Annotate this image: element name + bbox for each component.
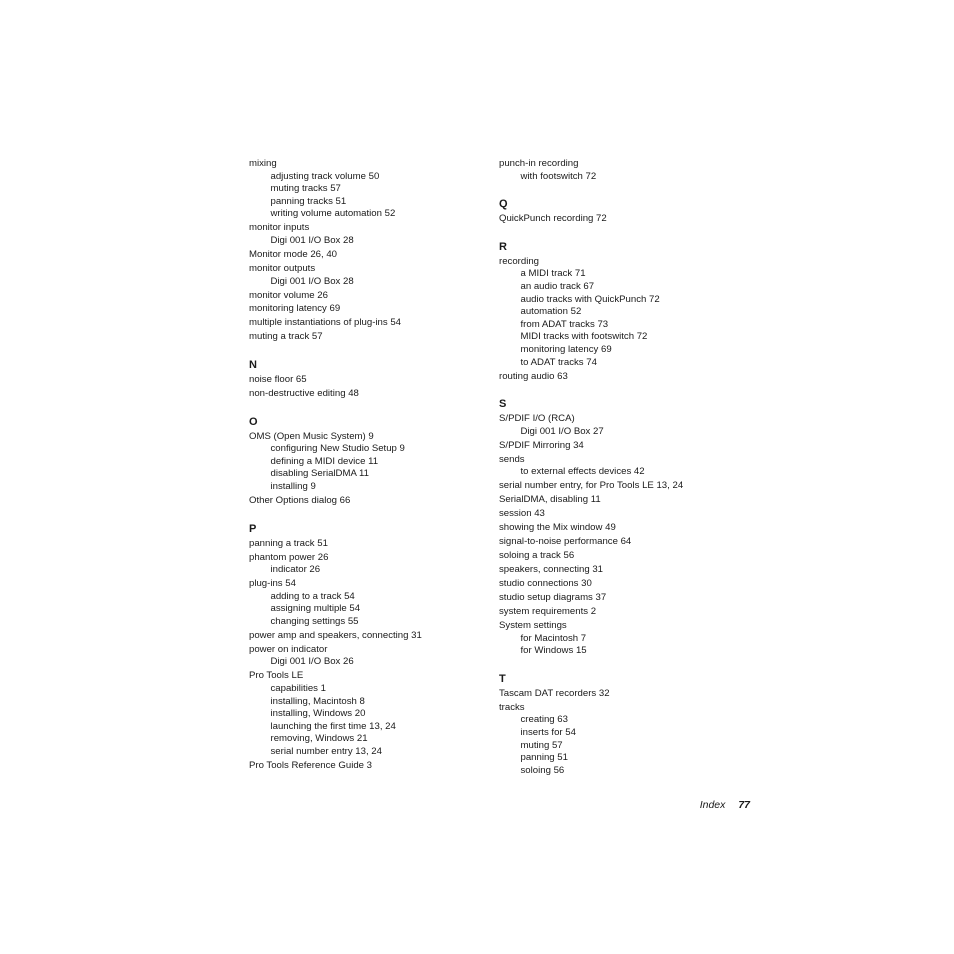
- index-term: showing the Mix window 49: [499, 522, 616, 534]
- index-term: monitor inputs: [249, 222, 310, 234]
- page-footer: [600, 799, 750, 812]
- index-term: Pro Tools LE: [249, 670, 304, 682]
- index-subentry: defining a MIDI device 11: [270, 455, 379, 467]
- index-term: power amp and speakers, connecting 31: [249, 629, 422, 641]
- section-letter-t: T: [499, 672, 506, 685]
- index-entry: [499, 454, 749, 479]
- index-subentry: serial number entry 13, 24: [270, 746, 382, 758]
- index-term: soloing a track 56: [499, 550, 575, 562]
- index-entry: [249, 317, 489, 330]
- index-entry: [249, 263, 489, 288]
- index-entry: [249, 331, 489, 344]
- index-entry: [499, 592, 749, 605]
- index-entry: [499, 522, 749, 535]
- index-entry: [249, 538, 489, 551]
- index-entry: [499, 256, 749, 369]
- index-entry: [249, 760, 489, 773]
- index-entry: [499, 480, 749, 493]
- index-subentry: a MIDI track 71: [520, 268, 586, 280]
- index-entry: [499, 578, 749, 591]
- index-subentry: Digi 001 I/O Box 28: [270, 275, 354, 287]
- section-letter-n: N: [249, 359, 257, 372]
- index-term: monitor outputs: [249, 262, 316, 274]
- index-subentry: writing volume automation 52: [270, 208, 396, 220]
- index-term: panning a track 51: [249, 537, 328, 549]
- index-subentry: to external effects devices 42: [520, 466, 645, 478]
- index-entry: [499, 494, 749, 507]
- index-entry: [249, 388, 489, 401]
- index-subentry: soloing 56: [520, 764, 565, 776]
- index-term: SerialDMA, disabling 11: [499, 494, 601, 506]
- index-entry: [249, 670, 489, 758]
- index-subentry: muting 57: [520, 739, 563, 751]
- index-term: session 43: [499, 508, 545, 520]
- index-entry: [499, 508, 749, 521]
- index-subentry: from ADAT tracks 73: [520, 318, 609, 330]
- index-subentry: removing, Windows 21: [270, 733, 368, 745]
- index-term: tracks: [499, 701, 525, 713]
- index-subentry: audio tracks with QuickPunch 72: [520, 293, 660, 305]
- index-entry: [249, 431, 489, 494]
- index-entry: [499, 213, 749, 226]
- index-subentry: MIDI tracks with footswitch 72: [520, 331, 648, 343]
- index-term: phantom power 26: [249, 551, 329, 563]
- index-term: serial number entry, for Pro Tools LE 13, 24: [499, 480, 684, 492]
- index-subentry: adjusting track volume 50: [270, 170, 380, 182]
- footer-section-label: Index: [699, 799, 726, 811]
- index-subentry: inserts for 54: [520, 727, 576, 739]
- section-letter-s: S: [499, 398, 507, 411]
- index-subentry: for Windows 15: [520, 645, 587, 657]
- index-entry: [249, 303, 489, 316]
- index-term: multiple instantiations of plug-ins 54: [249, 317, 401, 329]
- index-entry: [249, 630, 489, 643]
- index-term: sends: [499, 453, 525, 465]
- index-entry: [249, 222, 489, 247]
- index-term: Other Options dialog 66: [249, 494, 351, 506]
- index-entry: [249, 552, 489, 577]
- index-term: plug-ins 54: [249, 578, 296, 590]
- index-term: mixing: [249, 158, 277, 169]
- index-term: recording: [499, 255, 539, 267]
- index-subentry: configuring New Studio Setup 9: [270, 443, 405, 455]
- index-entry: [499, 606, 749, 619]
- index-entry: [499, 620, 749, 658]
- index-entry: [499, 413, 749, 438]
- index-term: Monitor mode 26, 40: [249, 248, 337, 260]
- index-subentry: launching the first time 13, 24: [270, 720, 396, 732]
- index-subentry: monitoring latency 69: [520, 343, 612, 355]
- section-letter-o: O: [249, 415, 258, 428]
- index-term: Pro Tools Reference Guide 3: [249, 760, 373, 772]
- index-term: punch-in recording: [499, 158, 579, 169]
- section-letter-p: P: [249, 522, 257, 535]
- index-subentry: assigning multiple 54: [270, 603, 361, 615]
- index-term: monitoring latency 69: [249, 303, 341, 315]
- index-entry: [499, 702, 749, 778]
- index-term: QuickPunch recording 72: [499, 213, 607, 225]
- index-entry: [249, 578, 489, 628]
- index-subentry: adding to a track 54: [270, 590, 355, 602]
- index-subentry: installing, Macintosh 8: [270, 695, 365, 707]
- section-letter-r: R: [499, 240, 507, 253]
- index-term: monitor volume 26: [249, 289, 328, 301]
- index-subentry: panning tracks 51: [270, 195, 347, 207]
- index-term: S/PDIF I/O (RCA): [499, 413, 575, 425]
- index-subentry: to ADAT tracks 74: [520, 356, 597, 368]
- index-entry: [499, 536, 749, 549]
- index-term: signal-to-noise performance 64: [499, 536, 632, 548]
- index-term: System settings: [499, 620, 567, 632]
- page-number: 77: [738, 799, 750, 811]
- index-term: system requirements 2: [499, 606, 597, 618]
- index-subentry: with footswitch 72: [520, 170, 597, 182]
- index-term: muting a track 57: [249, 331, 323, 343]
- index-entry: [499, 158, 749, 183]
- index-subentry: installing, Windows 20: [270, 708, 366, 720]
- index-term: Tascam DAT recorders 32: [499, 687, 610, 699]
- index-entry: [499, 550, 749, 563]
- index-term: OMS (Open Music System) 9: [249, 430, 374, 442]
- index-subentry: capabilities 1: [270, 683, 326, 695]
- index-entry: [249, 249, 489, 262]
- index-entry: [249, 158, 489, 221]
- index-term: studio setup diagrams 37: [499, 592, 607, 604]
- index-subentry: muting tracks 57: [270, 183, 341, 195]
- index-subentry: disabling SerialDMA 11: [270, 468, 369, 480]
- index-entry: [499, 564, 749, 577]
- index-subentry: panning 51: [520, 752, 568, 764]
- index-subentry: Digi 001 I/O Box 27: [520, 425, 604, 437]
- index-subentry: changing settings 55: [270, 615, 359, 627]
- index-term: S/PDIF Mirroring 34: [499, 439, 584, 451]
- index-entry: [499, 688, 749, 701]
- index-term: power on indicator: [249, 643, 328, 655]
- index-entry: [499, 440, 749, 453]
- index-column-right: [499, 158, 749, 779]
- index-term: speakers, connecting 31: [499, 564, 603, 576]
- index-term: non-destructive editing 48: [249, 388, 359, 400]
- index-entry: [249, 644, 489, 669]
- index-subentry: an audio track 67: [520, 280, 595, 292]
- index-term: studio connections 30: [499, 578, 592, 590]
- index-subentry: Digi 001 I/O Box 28: [270, 234, 354, 246]
- index-subentry: Digi 001 I/O Box 26: [270, 656, 354, 668]
- index-subentry: automation 52: [520, 306, 582, 318]
- index-subentry: installing 9: [270, 481, 316, 492]
- index-subentry: creating 63: [520, 714, 568, 726]
- index-entry: [499, 371, 749, 384]
- section-letter-q: Q: [499, 198, 508, 211]
- index-entry: [249, 374, 489, 387]
- index-column-left: [249, 158, 489, 774]
- index-subentry: indicator 26: [270, 564, 321, 576]
- index-entry: [249, 495, 489, 508]
- index-term: routing audio 63: [499, 370, 568, 382]
- index-term: noise floor 65: [249, 374, 307, 386]
- index-subentry: for Macintosh 7: [520, 632, 587, 644]
- index-entry: [249, 290, 489, 303]
